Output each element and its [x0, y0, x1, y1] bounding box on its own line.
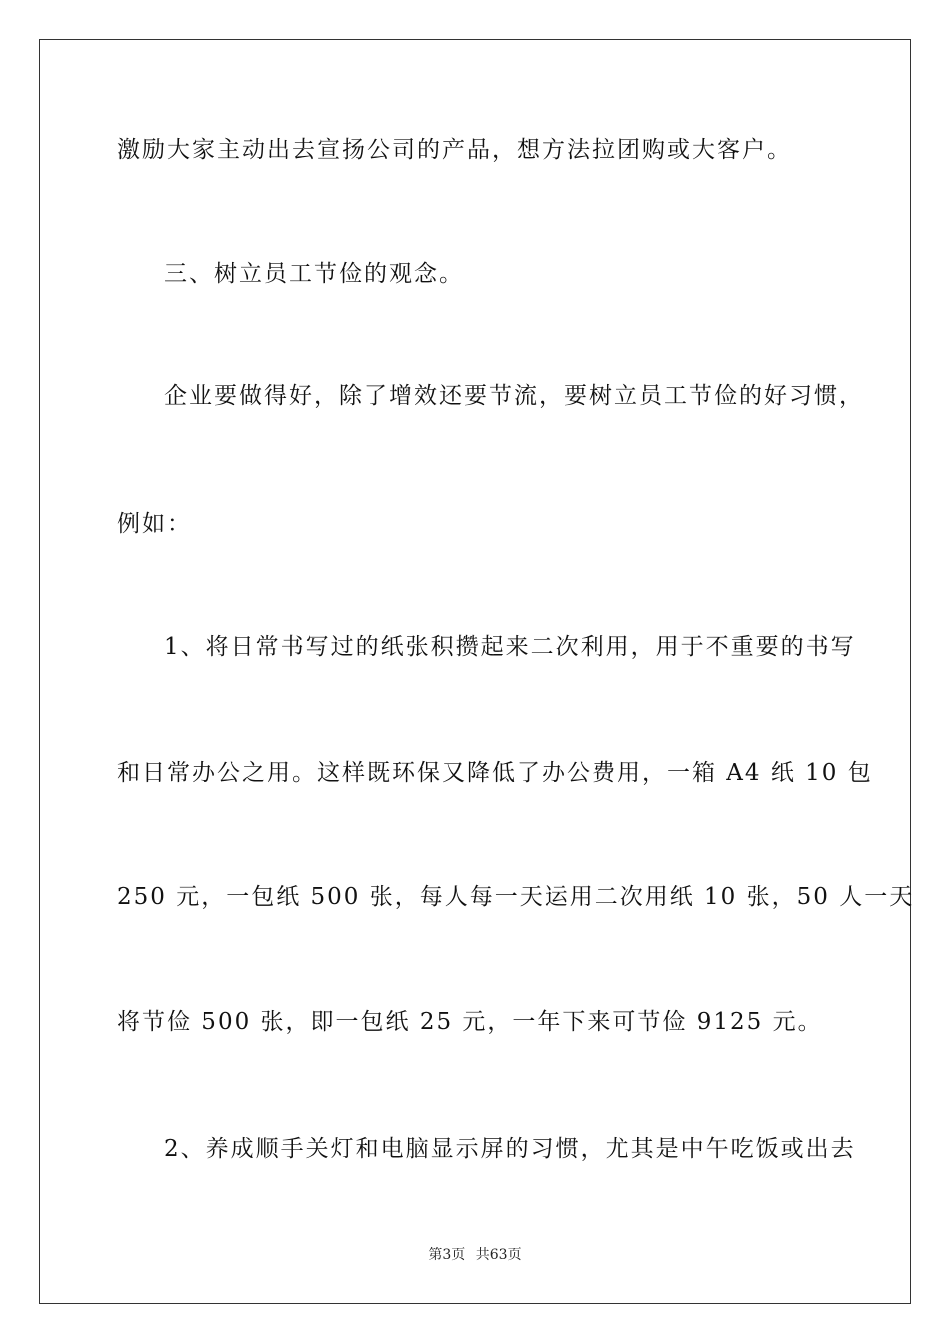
section-heading: 三、树立员工节俭的观念。: [164, 261, 464, 287]
body-text-line: 将节俭 500 张，即一包纸 25 元，一年下来可节俭 9125 元。: [117, 1009, 823, 1035]
list-item-line: 1、将日常书写过的纸张积攒起来二次利用，用于不重要的书写: [164, 634, 856, 660]
body-text-line: 和日常办公之用。这样既环保又降低了办公费用，一箱 A4 纸 10 包: [117, 760, 873, 786]
body-text-line: 例如：: [117, 511, 192, 537]
body-text-line: 250 元，一包纸 500 张，每人每一天运用二次用纸 10 张，50 人一天: [117, 884, 915, 910]
page-total: 共63页: [475, 1247, 522, 1263]
list-item-line: 2、养成顺手关灯和电脑显示屏的习惯，尤其是中午吃饭或出去: [164, 1136, 856, 1162]
page-border: [39, 39, 915, 1304]
page-footer: [0, 1245, 950, 1265]
body-text-line: 企业要做得好，除了增效还要节流，要树立员工节俭的好习惯，: [164, 383, 864, 409]
page-number: 第3页: [428, 1247, 466, 1263]
body-text-line: 激励大家主动出去宣扬公司的产品，想方法拉团购或大客户。: [117, 137, 792, 163]
